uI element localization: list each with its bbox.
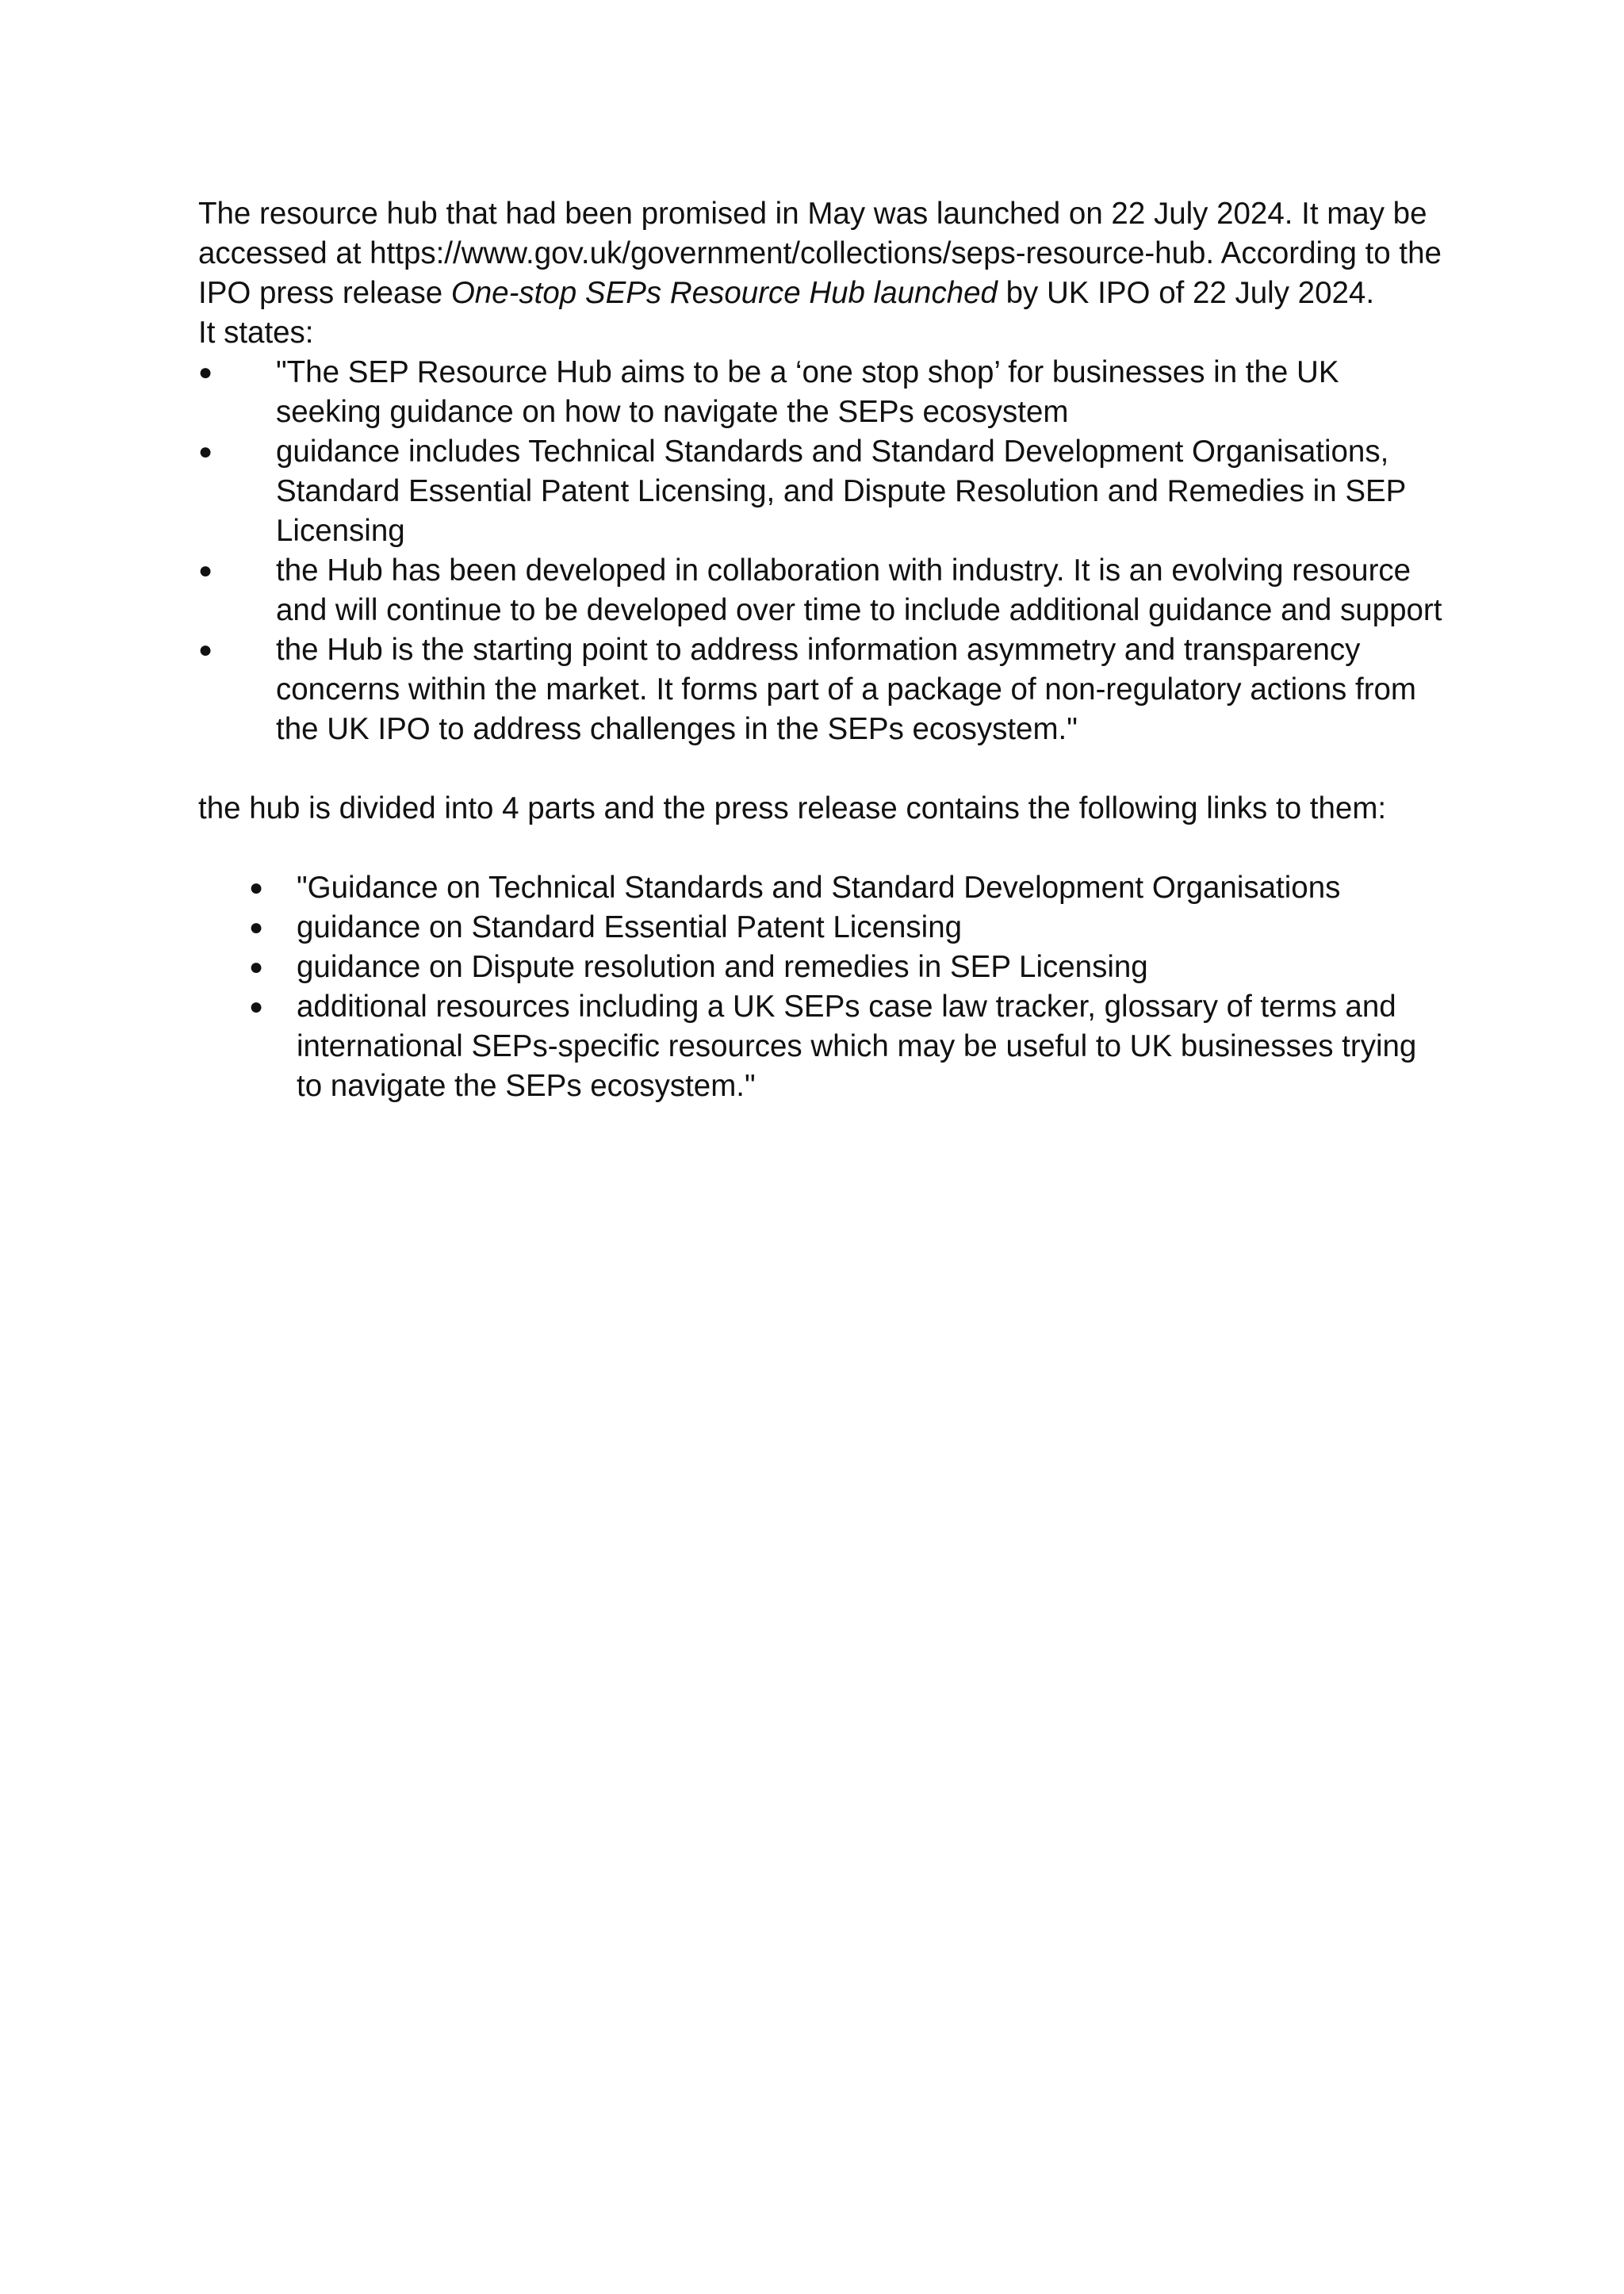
list-item bbox=[198, 432, 1443, 551]
bullet-icon: ● bbox=[249, 994, 264, 1020]
list-item-text: guidance on Standard Essential Patent Licensing bbox=[297, 910, 963, 944]
bullet-icon: ● bbox=[198, 359, 213, 385]
links-bullet-list bbox=[198, 868, 1443, 1106]
list-item-text: "The SEP Resource Hub aims to be a ‘one stop shop’ for businesses in the UK seeking guidance on how to navigate the SEPs ecosystem bbox=[276, 355, 1339, 429]
press-release-title: One-stop SEPs Resource Hub launched bbox=[450, 276, 998, 310]
list-item-text: the Hub has been developed in collaboration with industry. It is an evolving resource and will continue to be developed over time to include additional guidance and support bbox=[276, 553, 1442, 627]
intro-text-end: by UK IPO of 22 July 2024. bbox=[997, 276, 1375, 310]
list-item-text: guidance includes Technical Standards and Standard Development Organisations, Standard Essential Patent Licensing, and Dispute Resolution and Remedies in SEP Licensing bbox=[276, 435, 1406, 548]
document-page bbox=[198, 194, 1443, 1106]
list-item bbox=[198, 908, 1443, 948]
list-item-text: the Hub is the starting point to address information asymmetry and transparency concerns within the market. It forms part of a package of non-regulatory actions from the UK IPO to address challenges in the SEPs ecosystem." bbox=[276, 633, 1416, 746]
list-item bbox=[198, 868, 1443, 908]
intro-text: The resource hub that had been promised in May was launched on 22 July 2024. It may be accessed at https://www.gov.uk/government/collections/seps-resource-hub. According to the IPO press release bbox=[198, 197, 1442, 310]
list-item bbox=[198, 987, 1443, 1106]
intro-paragraph bbox=[198, 194, 1443, 353]
list-item bbox=[198, 630, 1443, 749]
list-item-text: guidance on Dispute resolution and remedies in SEP Licensing bbox=[297, 950, 1148, 984]
quote-bullet-list bbox=[198, 353, 1443, 749]
bullet-icon: ● bbox=[198, 637, 213, 663]
parts-intro-paragraph: the hub is divided into 4 parts and the press release contains the following links to them: bbox=[198, 791, 1387, 825]
bullet-icon: ● bbox=[249, 914, 264, 940]
list-item-text: additional resources including a UK SEPs case law tracker, glossary of terms and international SEPs-specific resources which may be useful to UK businesses trying to navigate the SEPs ecosystem." bbox=[297, 990, 1417, 1103]
paragraph-spacer bbox=[198, 749, 1443, 789]
bullet-icon: ● bbox=[249, 875, 264, 901]
list-item bbox=[198, 353, 1443, 432]
list-item bbox=[198, 551, 1443, 630]
it-states-label: It states: bbox=[198, 316, 314, 350]
bullet-icon: ● bbox=[249, 954, 264, 980]
list-item-text: "Guidance on Technical Standards and Standard Development Organisations bbox=[297, 871, 1341, 905]
bullet-icon: ● bbox=[198, 557, 213, 584]
bullet-icon: ● bbox=[198, 439, 213, 465]
list-item bbox=[198, 948, 1443, 987]
